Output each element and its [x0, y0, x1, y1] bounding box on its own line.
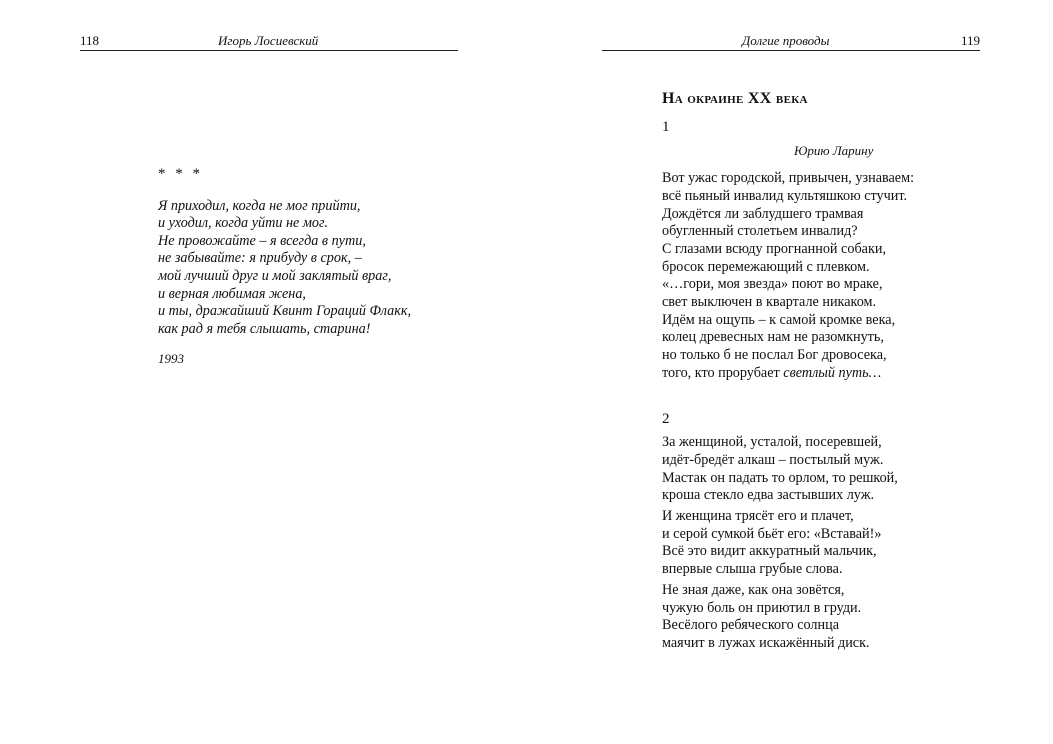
poem-date: 1993 — [158, 351, 184, 367]
poem-line: Мастак он падать то орлом, то решкой, — [662, 469, 898, 486]
poem-line: и ты, дражайший Квинт Гораций Флакк, — [158, 303, 412, 320]
poem-last-line — [662, 365, 992, 383]
stanza — [662, 582, 992, 653]
poem-line: кроша стекло едва застывших луж. — [662, 487, 875, 504]
poem-line: свет выключен в квартале никаком. — [662, 294, 877, 311]
last-line-start: того, кто прорубает — [662, 364, 784, 381]
dedication: Юрию Ларину — [794, 143, 874, 159]
left-poem — [158, 166, 488, 368]
poem-line: Вот ужас городской, привычен, узнаваем: — [662, 170, 915, 187]
right-running-title: Долгие проводы — [742, 33, 830, 48]
right-page — [526, 0, 1053, 744]
cycle-title: На окраине XX века — [662, 90, 808, 107]
poem-line: колец древесных нам не разомкнуть, — [662, 329, 884, 346]
poem-line: «…гори, моя звезда» поют во мраке, — [662, 276, 883, 293]
poem-line: И женщина трясёт его и плачет, — [662, 508, 854, 525]
poem-line: мой лучший друг и мой заклятый враг, — [158, 267, 392, 284]
poem-line: С глазами всюду прогнанной собаки, — [662, 240, 886, 257]
right-page-number: 119 — [960, 33, 980, 48]
left-page-number: 118 — [80, 33, 100, 48]
part-number: 1 — [662, 118, 670, 135]
poem-line: и уходил, когда уйти не мог. — [158, 215, 328, 232]
poem-line: и серой сумкой бьёт его: «Вставай!» — [662, 525, 882, 542]
poem-line: обугленный столетьем инвалид? — [662, 223, 858, 240]
right-poem-cycle — [662, 90, 992, 656]
poem-line: идёт-бредёт алкаш – постылый муж. — [662, 451, 884, 468]
right-running-head — [602, 34, 980, 51]
last-line-italic: светлый путь… — [783, 364, 882, 381]
poem-line: впервые слыша грубые слова. — [662, 561, 843, 578]
poem-line: Я приходил, когда не мог прийти, — [158, 197, 361, 214]
stanza — [662, 434, 992, 505]
poem-line: Не зная даже, как она зовётся, — [662, 581, 845, 598]
poem-line: Идём на ощупь – к самой кромке века, — [662, 311, 896, 328]
poem-line: чужую боль он приютил в груди. — [662, 599, 862, 616]
poem-line: не забывайте: я прибуду в срок, – — [158, 250, 362, 267]
left-page — [0, 0, 526, 744]
poem-line: бросок перемежающий с плевком. — [662, 258, 870, 275]
left-running-title: Игорь Лосиевский — [218, 33, 319, 48]
stanza — [662, 508, 992, 579]
poem-line: Не провожайте – я всегда в пути, — [158, 232, 366, 249]
asterism: * * * — [158, 166, 203, 182]
poem-line: За женщиной, усталой, посеревшей, — [662, 434, 882, 451]
poem-line: Весёлого ребяческого солнца — [662, 617, 839, 634]
section-gap — [662, 383, 992, 411]
poem-line: всё пьяный инвалид культяшкою стучит. — [662, 187, 908, 204]
poem-line: Всё это видит аккуратный мальчик, — [662, 543, 877, 560]
poem-line: маячит в лужах искажённый диск. — [662, 634, 870, 651]
left-running-head — [80, 34, 458, 51]
poem-line: но только б не послал Бог дровосека, — [662, 347, 887, 364]
poem-line: Дождётся ли заблудшего трамвая — [662, 205, 864, 222]
poem-line: и верная любимая жена, — [158, 285, 306, 302]
part-number: 2 — [662, 410, 670, 427]
poem-line: как рад я тебя слышать, старина! — [158, 320, 371, 337]
